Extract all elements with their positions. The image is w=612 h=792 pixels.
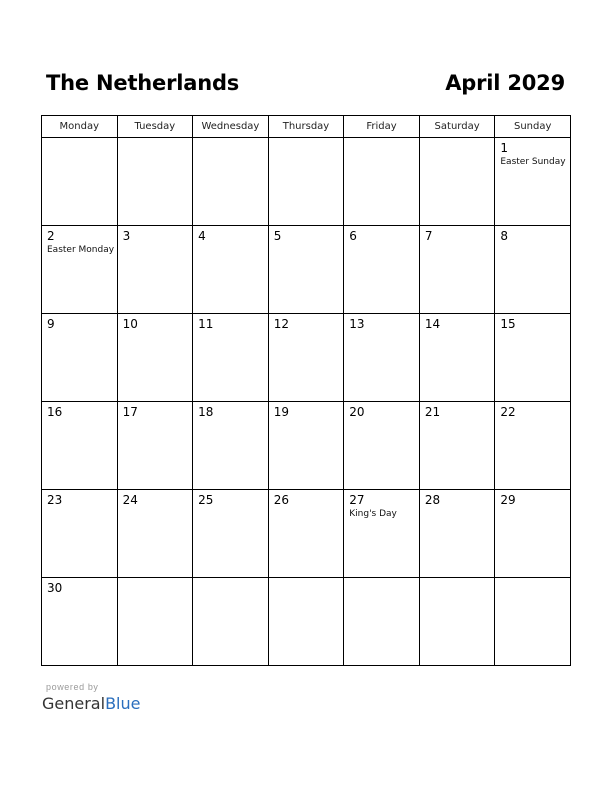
day-number: 17: [122, 405, 138, 419]
day-cell: [42, 226, 118, 314]
brand-part-general: General: [42, 694, 106, 713]
day-number: 27: [349, 493, 365, 507]
month-title: April 2029: [445, 71, 565, 95]
day-number: 10: [122, 317, 138, 331]
day-number: 16: [47, 405, 63, 419]
week-row: [42, 226, 571, 314]
day-cell: [495, 138, 571, 226]
day-number: 6: [349, 229, 357, 243]
day-number: 5: [273, 229, 282, 243]
day-cell: [268, 490, 344, 578]
day-number: 15: [500, 317, 516, 331]
day-cell: [344, 226, 420, 314]
day-cell: [419, 578, 495, 666]
day-cell: [419, 314, 495, 402]
day-cell: [419, 138, 495, 226]
day-cell: [42, 314, 118, 402]
week-row: [42, 314, 571, 402]
day-number: 3: [122, 229, 131, 243]
brand-part-blue: Blue: [105, 694, 141, 713]
day-cell: [495, 490, 571, 578]
weekday-header-row: [42, 116, 571, 138]
day-cell: [344, 314, 420, 402]
day-cell: [495, 226, 571, 314]
weekday-header: Tuesday: [117, 116, 193, 138]
weekday-header: Sunday: [495, 116, 571, 138]
day-cell: [344, 578, 420, 666]
day-number: 29: [500, 493, 516, 507]
brand-logo: [42, 694, 140, 713]
day-cell: [419, 490, 495, 578]
week-row: [42, 490, 571, 578]
day-cell: [268, 314, 344, 402]
day-number: 13: [349, 317, 365, 331]
day-cell: [117, 402, 193, 490]
country-title: The Netherlands: [46, 71, 240, 95]
week-row: [42, 138, 571, 226]
day-number: 25: [198, 493, 214, 507]
week-row: [42, 578, 571, 666]
day-number: 7: [424, 229, 433, 243]
day-number: 30: [47, 581, 63, 595]
day-cell: [42, 578, 118, 666]
day-cell: [268, 138, 344, 226]
day-cell: [193, 402, 269, 490]
day-number: 22: [500, 405, 516, 419]
day-number: 20: [349, 405, 365, 419]
day-number: 11: [198, 317, 214, 331]
day-cell: [344, 490, 420, 578]
holiday-label: Easter Sunday: [500, 157, 566, 167]
day-cell: [419, 402, 495, 490]
day-number: 9: [47, 317, 55, 331]
calendar-grid: [41, 115, 571, 666]
day-number: 26: [273, 493, 289, 507]
day-cell: [193, 138, 269, 226]
day-cell: [268, 402, 344, 490]
day-number: 4: [198, 229, 206, 243]
day-number: 23: [47, 493, 63, 507]
day-cell: [495, 402, 571, 490]
day-cell: [117, 490, 193, 578]
day-number: 28: [424, 493, 441, 507]
day-cell: [42, 138, 118, 226]
day-number: 8: [500, 229, 509, 243]
day-cell: [193, 578, 269, 666]
day-cell: [193, 314, 269, 402]
day-cell: [268, 578, 344, 666]
day-number: 12: [273, 317, 289, 331]
weekday-header: Monday: [42, 116, 118, 138]
day-cell: [495, 578, 571, 666]
day-cell: [117, 578, 193, 666]
day-number: 21: [424, 405, 441, 419]
day-cell: [117, 314, 193, 402]
day-number: 14: [424, 317, 441, 331]
week-row: [42, 402, 571, 490]
day-cell: [193, 226, 269, 314]
weekday-header: Friday: [344, 116, 420, 138]
day-number: 2: [47, 229, 55, 243]
day-cell: [117, 226, 193, 314]
weekday-header: Wednesday: [193, 116, 269, 138]
day-cell: [193, 490, 269, 578]
day-cell: [419, 226, 495, 314]
day-cell: [495, 314, 571, 402]
day-cell: [117, 138, 193, 226]
day-cell: [344, 402, 420, 490]
day-number: 24: [122, 493, 138, 507]
day-cell: [42, 490, 118, 578]
weekday-header: Thursday: [268, 116, 344, 138]
weekday-header: Saturday: [419, 116, 495, 138]
day-cell: [42, 402, 118, 490]
holiday-label: Easter Monday: [47, 245, 115, 255]
powered-by-text: powered by: [46, 682, 99, 692]
day-number: 19: [273, 405, 289, 419]
day-cell: [344, 138, 420, 226]
holiday-label: King's Day: [349, 509, 397, 519]
day-cell: [268, 226, 344, 314]
day-number: 18: [198, 405, 214, 419]
day-number: 1: [500, 141, 509, 155]
